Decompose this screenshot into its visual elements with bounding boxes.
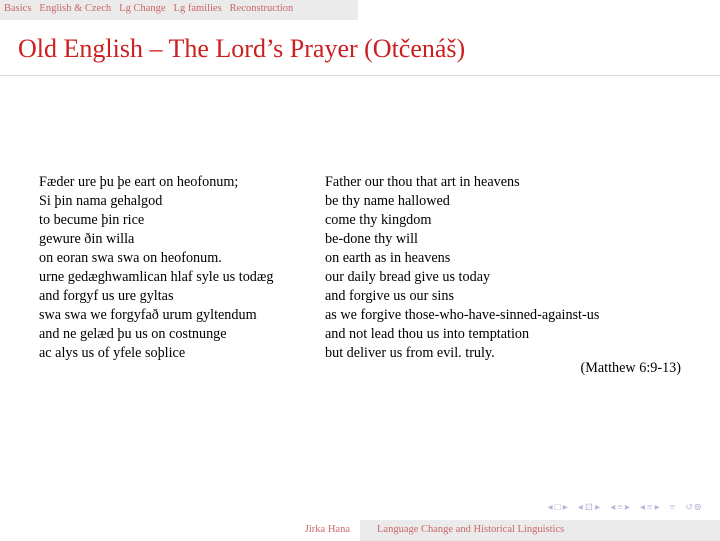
old-english-line: urne gedæghwamlican hlaf syle us todæg [39,269,274,285]
frame-icon[interactable]: □ [554,502,561,513]
next-subsection-icon[interactable]: ▸ [595,502,601,513]
search-icon[interactable]: ↺⊚ [685,502,702,513]
gloss-column [325,173,705,363]
previous-section-icon[interactable]: ◂ [610,502,616,513]
title-divider [0,75,720,76]
next-section-icon[interactable]: ▸ [624,502,630,513]
old-english-line: gewure ðin willa [39,231,135,247]
old-english-line: Si þin nama gehalgod [39,193,163,209]
slide-title: Old English – The Lord’s Prayer (Otčenáš) [18,34,466,63]
gloss-line: be-done thy will [325,231,418,247]
citation: (Matthew 6:9-13) [580,360,681,376]
old-english-line: Fæder ure þu þe eart on heofonum; [39,174,239,190]
old-english-line: and forgyf us ure gyltas [39,288,174,304]
gloss-line: and forgive us our sins [325,288,454,304]
first-slide-icon[interactable]: ◂ [547,502,553,513]
old-english-line: and ne gelæd þu us on costnunge [39,326,227,342]
gloss-line: be thy name hallowed [325,193,450,209]
gloss-line: our daily bread give us today [325,269,491,285]
footer-right [360,520,720,541]
footer-left [0,520,360,541]
nav-link-lg-change[interactable]: Lg Change [119,3,166,14]
section-links [4,3,293,14]
next-slide-icon[interactable]: ▸ [562,502,568,513]
gloss-line: and not lead thou us into temptation [325,326,530,342]
old-english-line: to becume þin rice [39,212,145,228]
footer-author: Jirka Hana [304,524,350,535]
beamer-navigation-controls [548,502,702,513]
nav-link-english-czech[interactable]: English & Czech [39,3,112,14]
old-english-line: ac alys us of yfele soþlice [39,345,186,361]
outline-icon[interactable]: ≡ [669,502,676,513]
gloss-line: on earth as in heavens [325,250,451,266]
gloss-line: come thy kingdom [325,212,432,228]
old-english-line: on eoran swa swa on heofonum. [39,250,222,266]
previous-document-icon[interactable]: ◂ [639,502,645,513]
next-document-icon[interactable]: ▸ [654,502,660,513]
previous-subsection-icon[interactable]: ◂ [577,502,583,513]
gloss-line: but deliver us from evil. truly. [325,345,495,361]
nav-link-reconstruction[interactable]: Reconstruction [229,3,294,14]
nav-link-basics[interactable]: Basics [4,3,32,14]
nav-link-lg-families[interactable]: Lg families [173,3,222,14]
footer-bar [0,520,720,541]
footer-talk-title: Language Change and Historical Linguistics [377,524,565,535]
document-icon[interactable]: ≡ [646,502,653,513]
old-english-column [39,173,319,363]
navigation-bar-blank [358,0,720,20]
gloss-line: Father our thou that art in heavens [325,174,520,190]
subsection-icon[interactable]: ⊡ [584,502,594,513]
old-english-line: swa swa we forgyfað urum gyltendum [39,307,257,323]
gloss-line: as we forgive those-who-have-sinned-against-us [325,307,600,323]
section-icon[interactable]: ≡ [617,502,623,513]
navigation-bar [0,0,720,20]
